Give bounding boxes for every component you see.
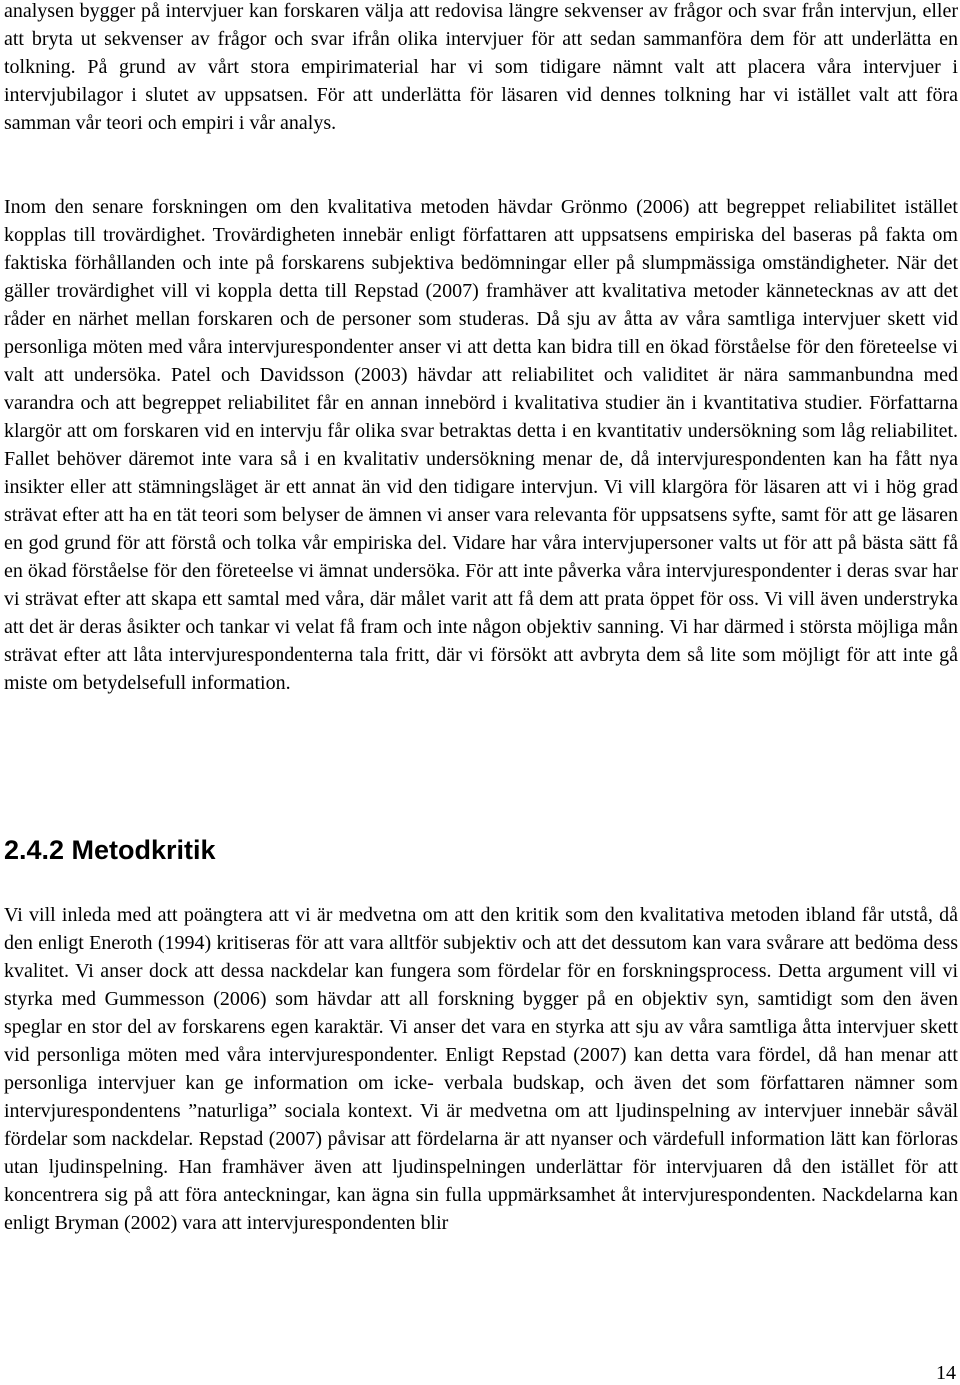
paragraph-reliability: Inom den senare forskningen om den kvalitativa metoden hävdar Grönmo (2006) att begreppet reliabilitet istället kopplas till trovärdighet. Trovärdigheten innebär enligt författaren att uppsatsens empiriska del baseras på fakta om faktiska förhållanden och inte på forskarens subjektiva bedömningar eller på slumpmässiga omständigheter. När det gäller trovärdighet vill vi koppla detta till Repstad (2007) framhäver att kvalitativa metoder kännetecknas av att det råder en närhet mellan forskaren och de personer som studeras. Då sju av åtta av våra samtliga intervjuer skett vid personliga möten med våra intervjurespondenter anser vi att detta kan bidra till en ökad förståelse för den företeelse vi valt att undersöka. Patel och Davidsson (2003) hävdar att reliabilitet och validitet är nära sammanbundna med varandra och att begreppet reliabilitet får en annan innebörd i kvalitativa studier än i kvantitativa studier. Författarna klargör att om forskaren vid en intervju får olika svar betraktas detta i en kvantitativ undersökning som låg reliabilitet. Fallet behöver däremot inte vara så i en kvalitativ undersökning menar de, då intervjurespondenten kan ha fått nya insikter eller att stämningsläget är ett annat än vid den tidigare intervjun. Vi vill klargöra för läsaren att vi i hög grad strävat efter att ha en tät teori som belyser de ämnen vi anser vara relevanta för uppsatsens syfte, samt för att ge läsaren en god grund för att förstå och tolka vår empiriska del. Vidare har våra intervjupersoner valts ut för att på bästa sätt få en ökad förståelse för den företeelse vi ämnat undersöka. För att inte påverka våra intervjurespondenter i deras svar har vi strävat efter att skapa ett samtal med våra, där målet varit att få dem att prata öppet för oss. Vi vill även understryka att det är deras åsikter och tankar vi velat få fram och inte någon objektiv sanning. Vi har därmed i största möjliga mån strävat efter att låta intervjurespondenterna tala fritt, där vi försökt att avbryta dem så lite som möjligt för att inte gå miste om betydelsefull information. [4, 196, 958, 694]
paragraph-analysis-presentation: analysen bygger på intervjuer kan forskaren välja att redovisa längre sekvenser av frågor och svar från intervjun, eller att bryta ut sekvenser av frågor och svar ifrån olika intervjuer för att sedan sammanföra dem för att underlätta en tolkning. På grund av vårt stora empirimaterial har vi som tidigare nämnt valt att placera våra intervjuer i intervjubilagor i slutet av uppsatsen. För att underlätta för läsaren vid dennes tolkning har vi istället valt att föra samman vår teori och empiri i vår analys. [4, 0, 958, 134]
paragraph-method-critique: Vi vill inleda med att poängtera att vi är medvetna om att den kritik som den kvalitativa metoden ibland får utstå, då den enligt Eneroth (1994) kritiseras för att vara alltför subjektiv och att det dessutom kan vara svårare att bedöma dess kvalitet. Vi anser dock att dessa nackdelar kan fungera som fördelar för en forskningsprocess. Detta argument vill vi styrka med Gummesson (2006) som hävdar att all forskning bygger på en objektiv syn, samtidigt som den även speglar en stor del av forskarens egen karaktär. Vi anser det vara en styrka att sju av våra samtliga åtta intervjuer skett vid personliga möten med våra intervjurespondenter. Enligt Repstad (2007) kan detta vara fördel, då han menar att personliga intervjuer kan ge information om icke- verbala budskap, och även det som författaren nämner som intervjurespondentens ”naturliga” sociala kontext. Vi är medvetna om att ljudinspelning av intervjuer innebär såväl fördelar som nackdelar. Repstad (2007) påvisar att fördelarna är att nyanser och värdefull information lätt kan förloras utan ljudinspelning. Han framhäver även att ljudinspelningen underlättar för intervjuaren då den istället för att koncentrera sig på att föra anteckningar, kan ägna sin fulla uppmärksamhet åt intervjurespondenten. Nackdelarna kan enligt Bryman (2002) vara att intervjurespondenten blir [4, 904, 958, 1234]
section-heading: 2.4.2 Metodkritik [4, 835, 216, 865]
page-number: 14 [936, 1362, 956, 1384]
